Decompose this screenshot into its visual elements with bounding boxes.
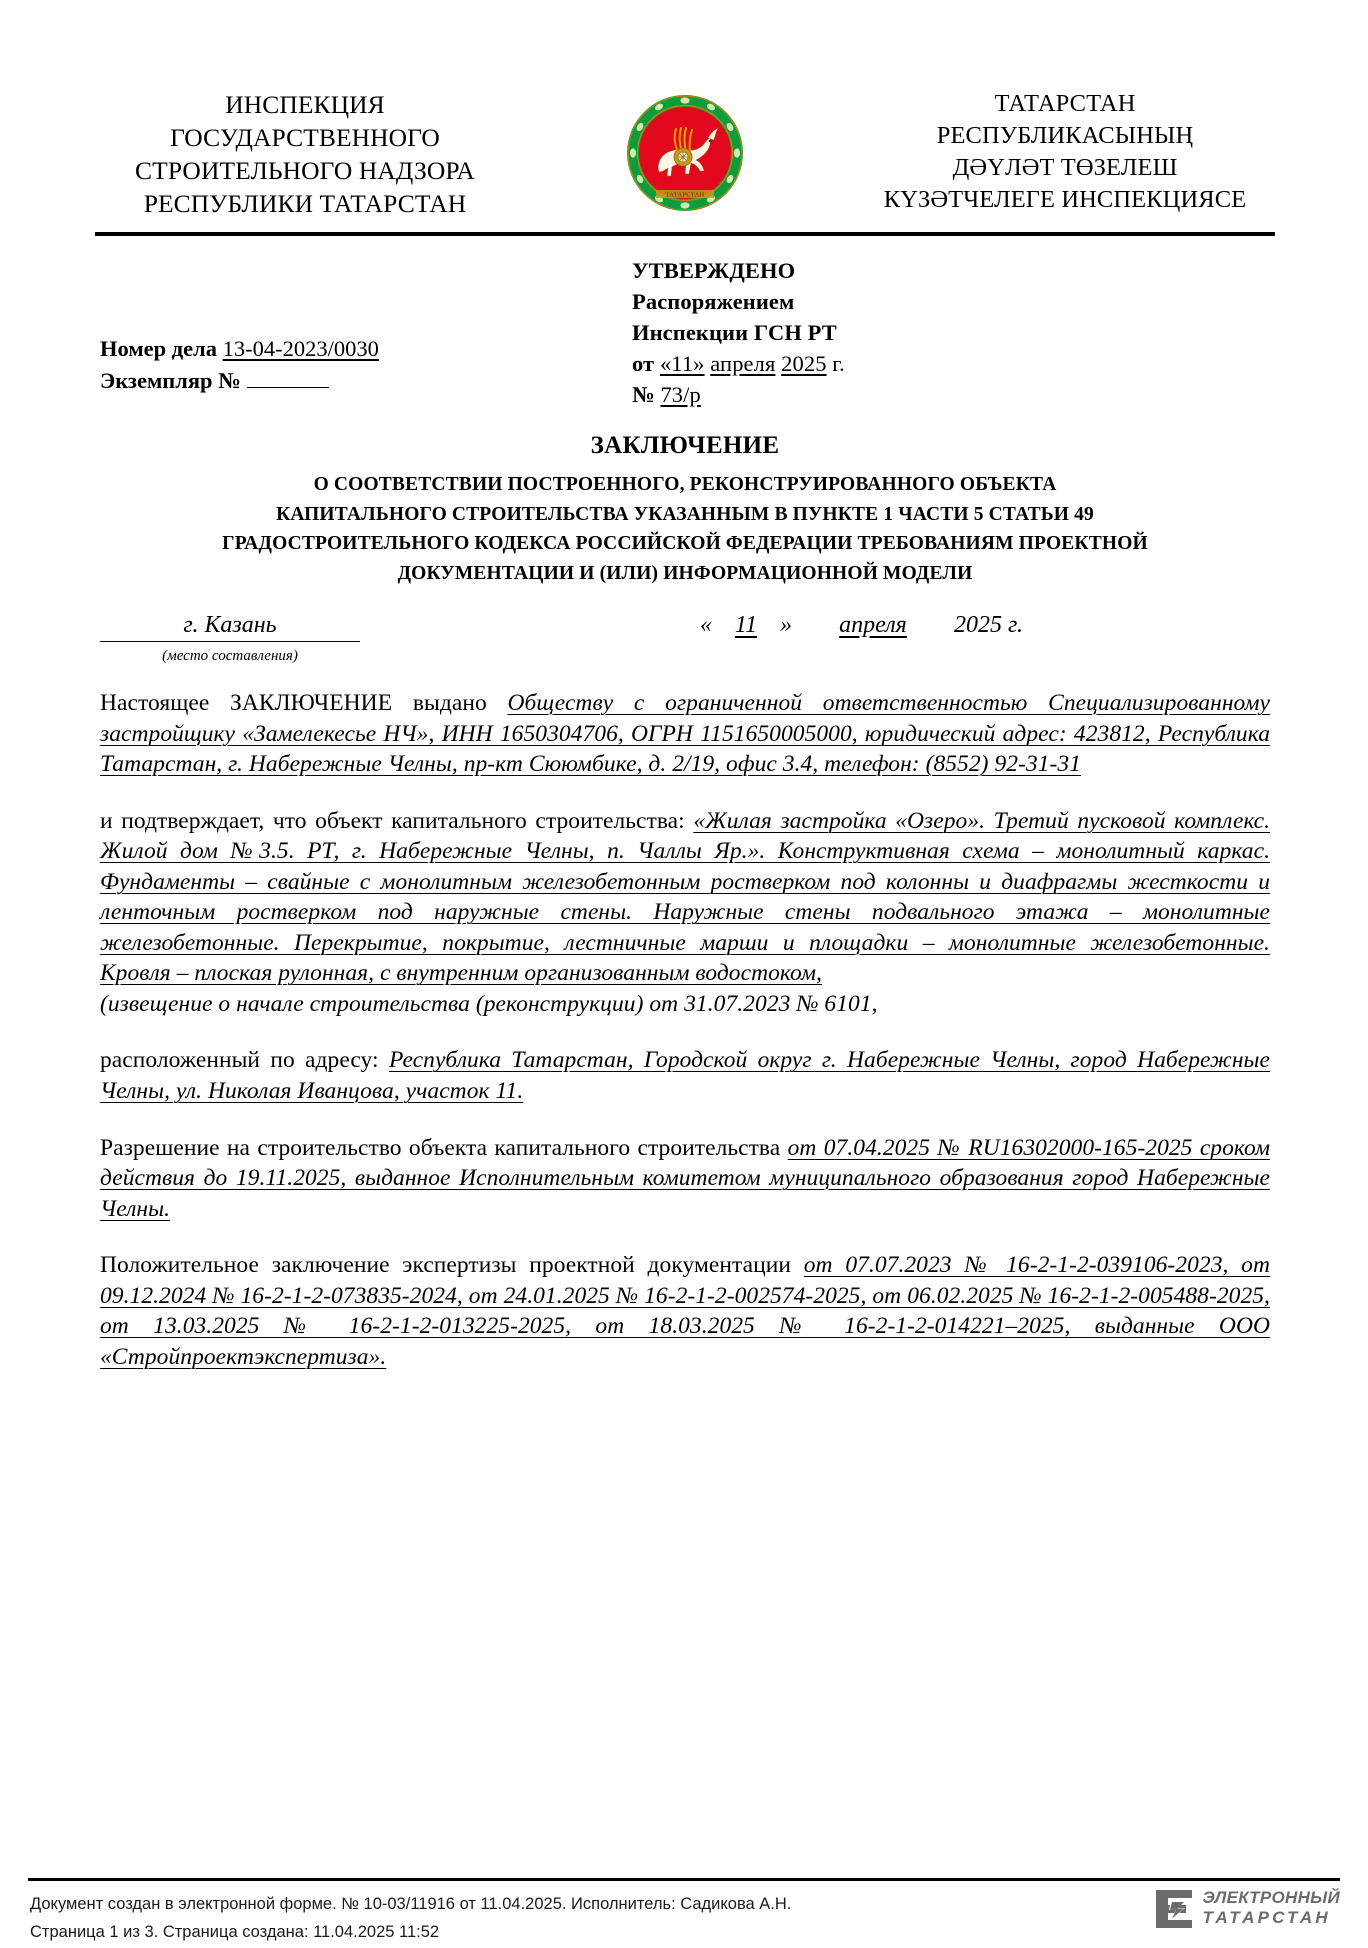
place-of-issue: г. Казань [100, 612, 360, 642]
address-prefix: расположенный по адресу: [100, 1047, 379, 1074]
paragraph-object [100, 806, 1270, 989]
header-tt-line-1: ТАТАРСТАН [994, 90, 1136, 117]
date-day: 11 [734, 612, 758, 638]
emblem-container [610, 88, 760, 212]
footer-divider-rule [28, 1878, 1340, 1881]
issued-to-prefix: Настоящее ЗАКЛЮЧЕНИЕ выдано [100, 690, 487, 716]
approval-date-day: «11» [659, 351, 705, 377]
expertise-value: от 07.07.2023 № 16-2-1-2-039106-2023, от 09.12.2024 № 16-2-1-2-073835-2024, от 24.01.2025 № 16-2-1-2-002574-2025, от 06.02.2025 № 16-2-1-2-005488-2025, от 13.03.2025 № 16-2-1-2-013225-2025, от 18.03.2025 № 16-2-1-2-014221–2025, выданные ООО «Стройпроектэкспертиза». [100, 1252, 1270, 1370]
page-title: ЗАКЛЮЧЕНИЕ [590, 432, 780, 459]
case-number-label: Номер дела [100, 336, 218, 361]
paragraph-notice [100, 989, 1270, 1020]
case-number-line [100, 333, 379, 365]
document-body [100, 688, 1270, 1372]
paragraph-address [100, 1045, 1270, 1106]
address-value: Республика Татарстан, Городской округ г. Набережные Челны, город Набережные Челны, ул. Николая Иванцова, участок 11. [100, 1047, 1270, 1105]
copy-number-line [100, 365, 379, 397]
case-info-block [100, 333, 379, 397]
coat-of-arms-tatarstan-icon [626, 94, 744, 212]
approval-number-line [632, 379, 845, 410]
paragraph-issued-to [100, 688, 1270, 780]
permit-value: от 07.04.2025 № RU16302000-165-2025 сроком действия до 19.11.2025, выданное Исполнительным комитетом муниципального образования город Набережные Челны. [100, 1134, 1270, 1222]
case-number-value: 13-04-2023/0030 [222, 336, 379, 361]
header-ru-line-4: РЕСПУБЛИКИ ТАТАРСТАН [143, 189, 467, 219]
expertise-prefix: Положительное заключение экспертизы проектной документации [100, 1252, 791, 1279]
approval-number-value: 73/р [660, 382, 701, 408]
approval-number-label: № [632, 382, 655, 408]
approval-date-prefix: от [632, 351, 655, 377]
object-value: «Жилая застройка «Озеро». Третий пусковой комплекс. Жилой дом №3.5. РТ, г. Набережные Челны, п. Чаллы Яр.». Конструктивная схема – монолитный каркас. Фундаменты – свайные с монолитным железобетонным ростверком под колонны и диафрагмы жесткости и ленточным ростверком под наружные стены. Наружные стены подвального этажа – монолитные железобетонные. Перекрытие, покрытие, лестничные марши и площадки – монолитные железобетонные. Кровля – плоская рулонная, с внутренним организованным водостоком, [100, 807, 1270, 987]
approval-line-order: Распоряжением [632, 289, 795, 315]
date-of-issue [700, 612, 1023, 639]
logo-line-2: ТАТАРСТАН [1202, 1908, 1331, 1927]
approval-block [632, 255, 845, 410]
date-month: апреля [839, 612, 907, 638]
footer-line-2: Страница 1 из 3. Страница создана: 11.04.2025 11:52 [30, 1923, 440, 1942]
electronic-tatarstan-mark-icon [1152, 1887, 1196, 1929]
date-open-quote: « [700, 612, 712, 638]
issued-to-value: Обществу с ограниченной ответственностью Специализированному застройщику «Замелекесье НЧ», ИНН 1650304706, ОГРН 1151650005000, юридический адрес: 423812, Республика Татарстан, г. Набережные Челны, пр-кт Сююмбике, д. 2/19, офис 3.4, телефон: (8552) 92-31-31 [100, 690, 1270, 778]
approval-date-month: апреля [710, 351, 776, 377]
approval-date-line [632, 348, 845, 379]
subtitle-line-2: КАПИТАЛЬНОГО СТРОИТЕЛЬСТВА УКАЗАННЫМ В ПУНКТЕ 1 ЧАСТИ 5 СТАТЬИ 49 [276, 503, 1094, 525]
header-ru-line-1: ИНСПЕКЦИЯ [225, 90, 385, 119]
permit-prefix: Разрешение на строительство объекта капитального строительства [100, 1134, 781, 1161]
footer-line-1: Документ создан в электронной форме. № 10-03/11916 от 11.04.2025. Исполнитель: Садикова А.Н. [30, 1895, 792, 1913]
header-ru-line-3: СТРОИТЕЛЬНОГО НАДЗОРА [135, 156, 475, 186]
header-tt-line-3: ДӘҮЛӘТ ТӨЗЕЛЕШ [952, 153, 1178, 181]
paragraph-permit [100, 1133, 1270, 1225]
electronic-tatarstan-logo [1152, 1887, 1341, 1929]
place-caption: (место составления) [162, 648, 298, 664]
footer-text [30, 1890, 1030, 1946]
subtitle-line-3: ГРАДОСТРОИТЕЛЬНОГО КОДЕКСА РОССИЙСКОЙ ФЕДЕРАЦИИ ТРЕБОВАНИЯМ ПРОЕКТНОЙ [222, 533, 1148, 555]
subtitle-line-4: ДОКУМЕНТАЦИИ И (ИЛИ) ИНФОРМАЦИОННОЙ МОДЕЛИ [397, 562, 973, 584]
approval-line-authority: Инспекции ГСН РТ [632, 320, 837, 346]
paragraph-expertise [100, 1250, 1270, 1372]
logo-wordmark [1203, 1888, 1341, 1928]
header-divider-rule [95, 232, 1275, 236]
page-subtitle [95, 470, 1275, 589]
copy-number-label: Экземпляр № [100, 367, 241, 393]
approval-date-suffix: г. [832, 351, 845, 377]
copy-number-blank [247, 370, 329, 388]
header-ru-line-2: ГОСУДАРСТВЕННОГО [170, 123, 440, 153]
header-tt-line-2: РЕСПУБЛИКАСЫНЫҢ [936, 121, 1194, 149]
object-prefix: и подтверждает, что объект капитального строительства: [100, 807, 685, 834]
date-year: 2025 г. [954, 612, 1024, 638]
logo-line-1: ЭЛЕКТРОННЫЙ [1202, 1887, 1340, 1907]
notice-value: (извещение о начале строительства (реконструкции) от 31.07.2023 № 6101, [100, 990, 878, 1017]
header-title-russian [95, 88, 515, 221]
subtitle-line-1: О СООТВЕТСТВИИ ПОСТРОЕННОГО, РЕКОНСТРУИРОВАННОГО ОБЪЕКТА [313, 474, 1057, 495]
date-close-quote: » [780, 612, 792, 638]
document-header [95, 88, 1275, 221]
approval-line-approved: УТВЕРЖДЕНО [632, 258, 796, 283]
header-tt-line-4: КҮЗӘТЧЕЛЕГЕ ИНСПЕКЦИЯСЕ [883, 185, 1247, 213]
svg-text:ТАТАРСТАН: ТАТАРСТАН [665, 191, 705, 199]
header-title-tatar [855, 88, 1275, 215]
approval-date-year: 2025 [781, 351, 827, 377]
